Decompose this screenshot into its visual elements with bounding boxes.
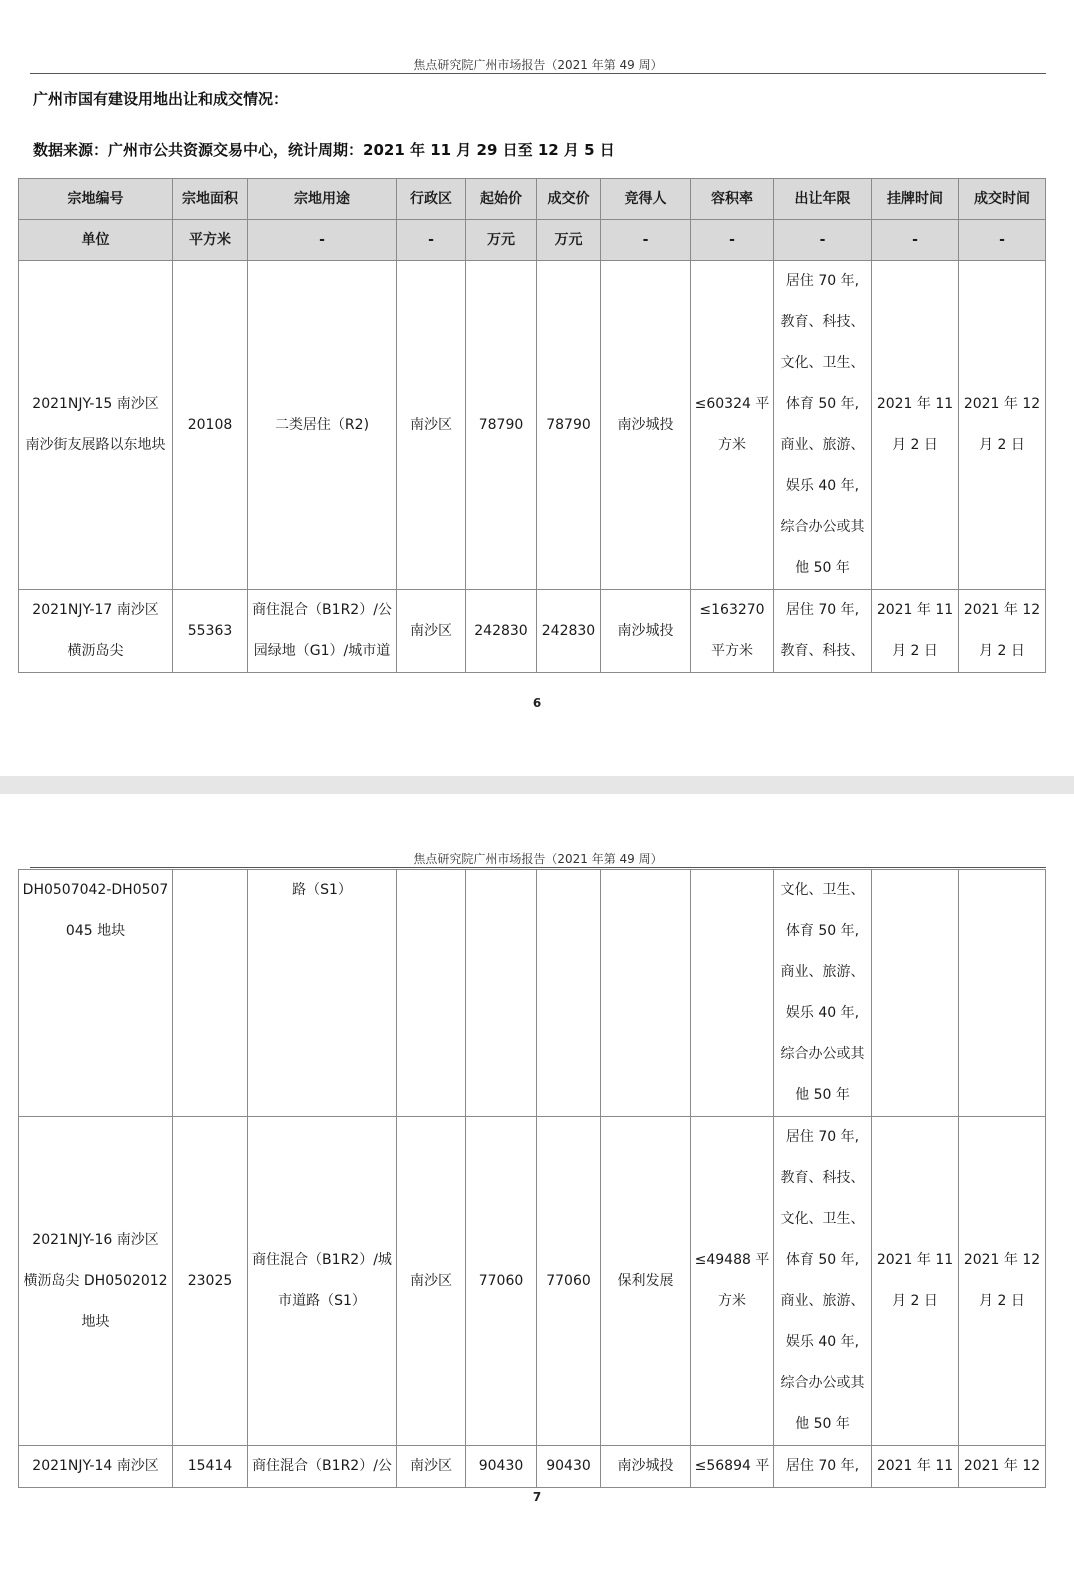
list-time-cell: [872, 590, 959, 673]
term-line: 居住 70 年,: [785, 1458, 860, 1474]
running-header: 焦点研究院广州市场报告（2021 年第 49 周）: [413, 58, 663, 72]
list-time-cell: [872, 261, 959, 590]
header-rule: [30, 867, 1046, 868]
term-line: 他 50 年: [795, 1087, 850, 1103]
far-cell: [691, 590, 774, 673]
header-rule: [30, 73, 1046, 74]
far-cell: [691, 261, 774, 590]
col-header-parcel-id: 宗地编号: [19, 179, 173, 220]
deal-time-cell: [959, 870, 1046, 1117]
use-cell: [248, 870, 397, 1117]
parcel-id-line: 2021NJY-16 南沙区: [32, 1231, 159, 1248]
term-cell: [774, 1446, 872, 1488]
district-cell: 南沙区: [397, 261, 466, 590]
district-cell: 南沙区: [397, 590, 466, 673]
parcel-id-line: 2021NJY-17 南沙区: [32, 602, 159, 618]
deal-price-cell: 242830: [537, 590, 601, 673]
term-line: 娱乐 40 年,: [785, 1334, 860, 1350]
term-line: 居住 70 年,: [785, 273, 860, 289]
running-header: 焦点研究院广州市场报告（2021 年第 49 周）: [413, 852, 663, 866]
term-line: 综合办公或其: [780, 1375, 865, 1391]
start-price-cell: [466, 870, 537, 1117]
term-line: 商业、旅游、: [780, 964, 865, 980]
unit-cell: -: [959, 220, 1046, 261]
parcel-id-line: 2021NJY-15 南沙区: [32, 396, 159, 412]
parcel-id-line: 地块: [81, 1313, 110, 1330]
col-header-deal-time: 成交时间: [959, 179, 1046, 220]
use-line: 园绿地（G1）/城市道: [253, 643, 391, 659]
section-title: 广州市国有建设用地出让和成交情况：: [33, 90, 289, 108]
term-line: 文化、卫生、: [780, 355, 865, 371]
parcel-id-line: 横沥岛尖: [67, 643, 124, 659]
page-gap: [0, 776, 1074, 794]
term-line: 商业、旅游、: [780, 437, 865, 453]
use-cell: [248, 261, 397, 590]
unit-cell: -: [872, 220, 959, 261]
deal-time-line: 2021 年 12: [963, 1458, 1041, 1474]
land-transaction-table: [18, 178, 1046, 673]
term-line: 体育 50 年,: [785, 1252, 860, 1268]
parcel-id-cell: [19, 1446, 173, 1488]
area-cell: [173, 870, 248, 1117]
col-header-area: 宗地面积: [173, 179, 248, 220]
term-line: 体育 50 年,: [785, 396, 860, 412]
far-cell: [691, 870, 774, 1117]
list-time-line: 2021 年 11: [876, 1458, 954, 1474]
col-header-winner: 竞得人: [601, 179, 691, 220]
term-line: 体育 50 年,: [785, 923, 860, 939]
deal-time-line: 2021 年 12: [963, 396, 1041, 412]
district-cell: [397, 870, 466, 1117]
list-time-cell: [872, 870, 959, 1117]
table-row: [19, 261, 1046, 590]
unit-cell: -: [691, 220, 774, 261]
deal-price-cell: [537, 870, 601, 1117]
deal-time-cell: [959, 1117, 1046, 1446]
winner-cell: 保利发展: [601, 1117, 691, 1446]
start-price-cell: 242830: [466, 590, 537, 673]
deal-time-line: 2021 年 12: [963, 1252, 1041, 1268]
far-line: 方米: [718, 1293, 746, 1309]
parcel-id-line: 横沥岛尖 DH0502012: [23, 1272, 168, 1289]
use-line: 商住混合（B1R2）/公: [252, 1458, 392, 1474]
table-units-row: [19, 220, 1046, 261]
winner-cell: [601, 870, 691, 1117]
far-line: 平方米: [711, 643, 753, 659]
use-line: 市道路（S1）: [278, 1293, 366, 1309]
deal-time-cell: [959, 590, 1046, 673]
use-line: 商住混合（B1R2）/公: [252, 602, 392, 618]
far-line: ≤49488 平: [694, 1252, 770, 1268]
page-number: 6: [532, 696, 542, 710]
deal-time-line: 月 2 日: [979, 643, 1025, 659]
use-cell: [248, 1117, 397, 1446]
term-line: 文化、卫生、: [780, 1211, 865, 1227]
far-cell: [691, 1117, 774, 1446]
col-header-district: 行政区: [397, 179, 466, 220]
unit-cell: -: [397, 220, 466, 261]
unit-cell: 万元: [466, 220, 537, 261]
table-row: [19, 590, 1046, 673]
term-line: 教育、科技、: [780, 1170, 865, 1186]
page-number: 7: [532, 1490, 542, 1504]
area-cell: 15414: [173, 1446, 248, 1488]
start-price-cell: 90430: [466, 1446, 537, 1488]
col-header-deal-price: 成交价: [537, 179, 601, 220]
far-line: ≤163270: [699, 602, 765, 618]
term-line: 教育、科技、: [780, 643, 865, 659]
list-time-line: 2021 年 11: [876, 396, 954, 412]
unit-cell: 万元: [537, 220, 601, 261]
list-time-line: 月 2 日: [892, 643, 938, 659]
term-line: 商业、旅游、: [780, 1293, 865, 1309]
parcel-id-cell: [19, 261, 173, 590]
deal-time-line: 2021 年 12: [963, 602, 1041, 618]
use-line: 二类居住（R2): [274, 416, 370, 433]
far-line: 方米: [718, 437, 746, 453]
term-line: 娱乐 40 年,: [785, 478, 860, 494]
far-line: ≤60324 平: [694, 396, 770, 412]
list-time-line: 2021 年 11: [876, 602, 954, 618]
use-cell: [248, 590, 397, 673]
deal-price-cell: 78790: [537, 261, 601, 590]
col-header-list-time: 挂牌时间: [872, 179, 959, 220]
report-page-6: [0, 0, 1074, 776]
list-time-cell: [872, 1446, 959, 1488]
start-price-cell: 77060: [466, 1117, 537, 1446]
term-line: 居住 70 年,: [785, 602, 860, 618]
term-line: 居住 70 年,: [785, 1129, 860, 1145]
term-cell: [774, 261, 872, 590]
use-line: 商住混合（B1R2）/城: [252, 1252, 392, 1268]
start-price-cell: 78790: [466, 261, 537, 590]
col-header-start-price: 起始价: [466, 179, 537, 220]
table-row: [19, 1117, 1046, 1446]
unit-cell: 平方米: [173, 220, 248, 261]
winner-cell: 南沙城投: [601, 1446, 691, 1488]
list-time-line: 月 2 日: [892, 1293, 938, 1309]
parcel-id-line: 045 地块: [65, 923, 126, 939]
unit-cell: -: [601, 220, 691, 261]
term-line: 综合办公或其: [780, 1046, 865, 1062]
term-cell: [774, 590, 872, 673]
area-cell: 23025: [173, 1117, 248, 1446]
parcel-id-cell: [19, 590, 173, 673]
area-cell: 20108: [173, 261, 248, 590]
term-line: 文化、卫生、: [780, 882, 865, 898]
winner-cell: 南沙城投: [601, 590, 691, 673]
col-header-use: 宗地用途: [248, 179, 397, 220]
deal-time-cell: [959, 261, 1046, 590]
parcel-id-line: DH0507042-DH0507: [22, 882, 169, 898]
list-time-line: 月 2 日: [892, 437, 938, 453]
parcel-id-line: 南沙街友展路以东地块: [25, 437, 166, 453]
list-time-line: 2021 年 11: [876, 1252, 954, 1268]
deal-time-line: 月 2 日: [979, 437, 1025, 453]
deal-time-line: 月 2 日: [979, 1293, 1025, 1309]
area-cell: 55363: [173, 590, 248, 673]
report-page-7: [0, 794, 1074, 1574]
land-transaction-table-continued: [18, 869, 1046, 1488]
table-header-row: [19, 179, 1046, 220]
unit-cell: 单位: [19, 220, 173, 261]
data-source-line: 数据来源：广州市公共资源交易中心，统计周期：2021 年 11 月 29 日至 12 月 5 日: [33, 141, 615, 159]
col-header-far: 容积率: [691, 179, 774, 220]
col-header-term: 出让年限: [774, 179, 872, 220]
term-line: 教育、科技、: [780, 314, 865, 330]
deal-price-cell: 77060: [537, 1117, 601, 1446]
use-cell: [248, 1446, 397, 1488]
unit-cell: -: [774, 220, 872, 261]
term-line: 综合办公或其: [780, 519, 865, 535]
term-line: 娱乐 40 年,: [785, 1005, 860, 1021]
term-line: 他 50 年: [795, 560, 850, 576]
district-cell: 南沙区: [397, 1117, 466, 1446]
table-row: [19, 870, 1046, 1117]
list-time-cell: [872, 1117, 959, 1446]
table-row: [19, 1446, 1046, 1488]
parcel-id-cell: [19, 870, 173, 1117]
parcel-id-cell: [19, 1117, 173, 1446]
use-line: 路（S1）: [292, 882, 352, 898]
term-cell: [774, 1117, 872, 1446]
winner-cell: 南沙城投: [601, 261, 691, 590]
far-line: ≤56894 平: [694, 1458, 770, 1474]
parcel-id-line: 2021NJY-14 南沙区: [32, 1458, 159, 1474]
term-cell: [774, 870, 872, 1117]
deal-price-cell: 90430: [537, 1446, 601, 1488]
far-cell: [691, 1446, 774, 1488]
deal-time-cell: [959, 1446, 1046, 1488]
term-line: 他 50 年: [795, 1416, 850, 1432]
unit-cell: -: [248, 220, 397, 261]
district-cell: 南沙区: [397, 1446, 466, 1488]
